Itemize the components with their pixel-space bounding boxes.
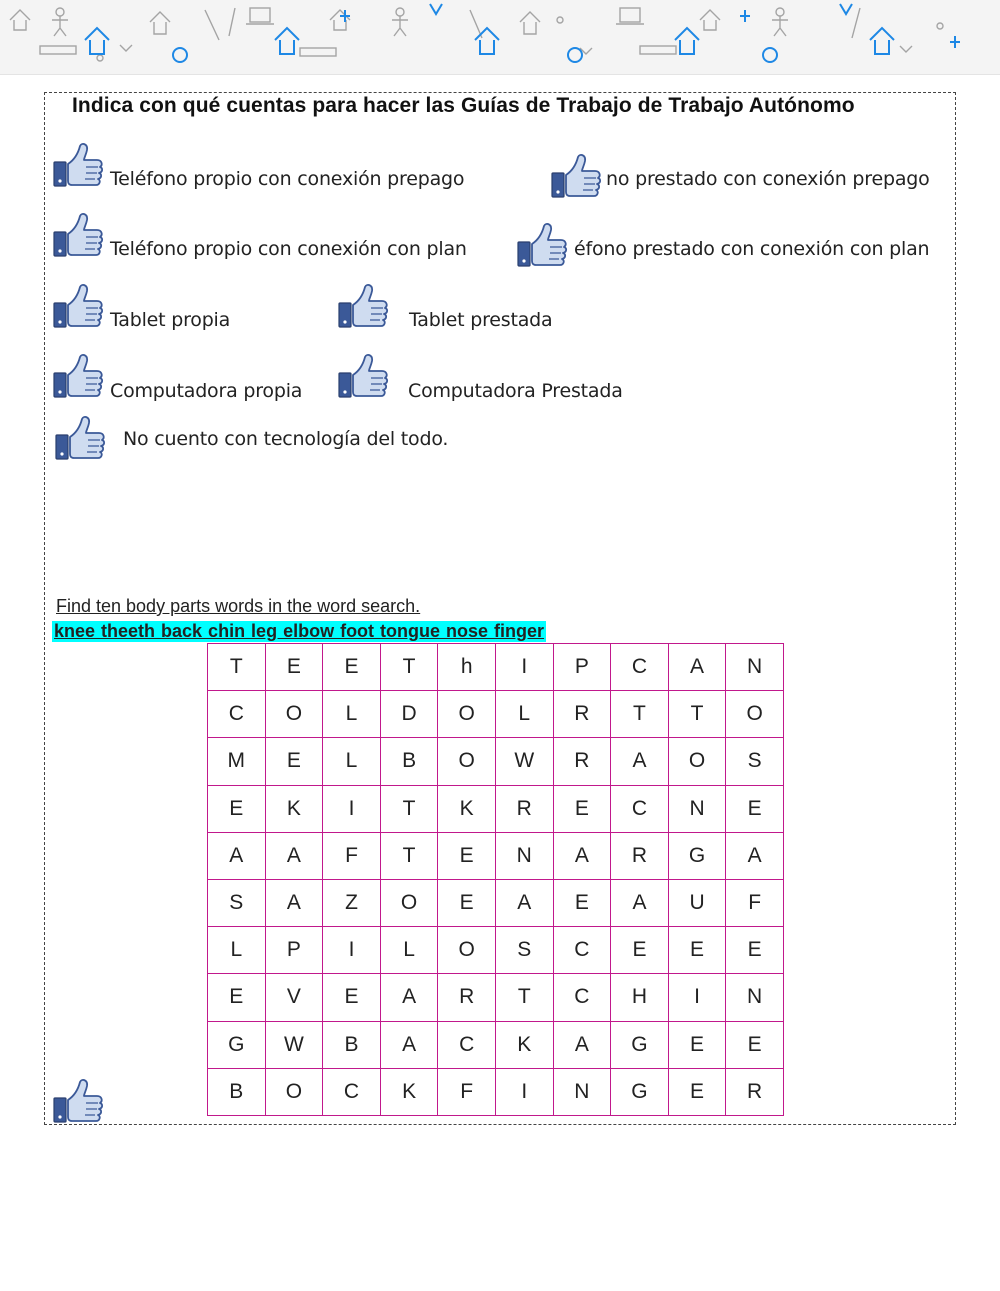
grid-cell[interactable]: O [380, 879, 438, 926]
grid-cell[interactable]: B [323, 1021, 381, 1068]
grid-cell[interactable]: W [495, 738, 553, 785]
grid-cell[interactable]: T [611, 691, 669, 738]
grid-cell[interactable]: O [438, 691, 496, 738]
grid-cell[interactable]: E [323, 974, 381, 1021]
grid-row [208, 927, 784, 974]
thumbs-up-icon[interactable] [550, 153, 602, 201]
grid-cell[interactable]: F [726, 879, 784, 926]
grid-cell[interactable]: E [208, 974, 266, 1021]
option-label: Tablet propia [110, 309, 231, 331]
thumbs-up-icon[interactable] [52, 212, 104, 260]
grid-cell[interactable]: O [726, 691, 784, 738]
grid-cell[interactable]: S [495, 927, 553, 974]
thumbs-up-icon[interactable] [52, 353, 104, 401]
grid-cell[interactable]: K [495, 1021, 553, 1068]
grid-cell[interactable]: A [611, 738, 669, 785]
grid-cell[interactable]: F [438, 1068, 496, 1115]
grid-cell[interactable]: A [553, 832, 611, 879]
grid-cell[interactable]: P [553, 644, 611, 691]
grid-cell[interactable]: E [668, 927, 726, 974]
wordsearch-grid [207, 643, 784, 1116]
grid-cell[interactable]: C [553, 974, 611, 1021]
grid-cell[interactable]: R [726, 1068, 784, 1115]
thumbs-up-icon[interactable] [337, 353, 389, 401]
grid-cell[interactable]: A [726, 832, 784, 879]
grid-cell[interactable]: L [208, 927, 266, 974]
grid-row [208, 1068, 784, 1115]
grid-cell[interactable]: F [323, 832, 381, 879]
word-bank: knee theeth back chin leg elbow foot tongue nose finger [54, 621, 545, 641]
grid-cell[interactable]: E [438, 879, 496, 926]
grid-cell[interactable]: E [208, 785, 266, 832]
grid-cell[interactable]: I [323, 785, 381, 832]
grid-cell[interactable]: N [495, 832, 553, 879]
wordsearch-instruction: Find ten body parts words in the word search. [56, 596, 421, 616]
grid-cell[interactable]: N [726, 644, 784, 691]
grid-row [208, 832, 784, 879]
grid-cell[interactable]: R [553, 691, 611, 738]
grid-cell[interactable]: D [380, 691, 438, 738]
grid-cell[interactable]: C [438, 1021, 496, 1068]
grid-cell[interactable]: T [380, 644, 438, 691]
grid-cell[interactable]: U [668, 879, 726, 926]
grid-cell[interactable]: O [265, 691, 323, 738]
grid-cell[interactable]: T [380, 785, 438, 832]
thumbs-up-icon[interactable] [337, 283, 389, 331]
grid-cell[interactable]: E [438, 832, 496, 879]
grid-cell[interactable]: N [553, 1068, 611, 1115]
grid-cell[interactable]: O [265, 1068, 323, 1115]
option-label: Teléfono propio con conexión prepago [110, 168, 465, 190]
grid-cell[interactable]: G [611, 1068, 669, 1115]
grid-cell[interactable]: T [668, 691, 726, 738]
grid-cell[interactable]: N [668, 785, 726, 832]
grid-cell[interactable]: S [726, 738, 784, 785]
doodle-pattern [0, 0, 1000, 74]
option-label: no prestado con conexión prepago [606, 168, 930, 190]
grid-cell[interactable]: C [323, 1068, 381, 1115]
grid-cell[interactable]: E [553, 785, 611, 832]
grid-cell[interactable]: W [265, 1021, 323, 1068]
grid-cell[interactable]: E [553, 879, 611, 926]
grid-cell[interactable]: E [726, 1021, 784, 1068]
option-label: Computadora Prestada [408, 380, 623, 402]
grid-cell[interactable]: A [265, 832, 323, 879]
thumbs-up-icon[interactable] [52, 1078, 104, 1126]
grid-cell[interactable]: E [611, 927, 669, 974]
grid-cell[interactable]: L [380, 927, 438, 974]
grid-cell[interactable]: K [380, 1068, 438, 1115]
grid-cell[interactable]: C [553, 927, 611, 974]
grid-cell[interactable]: A [380, 1021, 438, 1068]
option-label: Tablet prestada [409, 309, 553, 331]
grid-cell[interactable]: N [726, 974, 784, 1021]
grid-cell[interactable]: E [265, 738, 323, 785]
grid-cell[interactable]: E [668, 1068, 726, 1115]
grid-row [208, 644, 784, 691]
grid-row [208, 879, 784, 926]
grid-cell[interactable]: A [495, 879, 553, 926]
grid-cell[interactable]: A [208, 832, 266, 879]
grid-cell[interactable]: S [208, 879, 266, 926]
thumbs-up-icon[interactable] [516, 222, 568, 270]
grid-row [208, 785, 784, 832]
option-label: Computadora propia [110, 380, 303, 402]
option-label: Teléfono propio con conexión con plan [110, 238, 467, 260]
grid-cell[interactable]: R [553, 738, 611, 785]
grid-cell[interactable]: G [611, 1021, 669, 1068]
grid-cell[interactable]: L [495, 691, 553, 738]
grid-cell[interactable]: T [208, 644, 266, 691]
grid-cell[interactable]: A [553, 1021, 611, 1068]
grid-cell[interactable]: K [265, 785, 323, 832]
grid-row [208, 738, 784, 785]
grid-cell[interactable]: E [726, 785, 784, 832]
grid-cell[interactable]: L [323, 691, 381, 738]
grid-cell[interactable]: A [265, 879, 323, 926]
thumbs-up-icon[interactable] [54, 415, 106, 463]
grid-cell[interactable]: R [495, 785, 553, 832]
grid-cell[interactable]: L [323, 738, 381, 785]
grid-cell[interactable]: E [265, 644, 323, 691]
grid-cell[interactable]: I [323, 927, 381, 974]
grid-cell[interactable]: G [668, 832, 726, 879]
grid-cell[interactable]: O [438, 927, 496, 974]
grid-cell[interactable]: R [611, 832, 669, 879]
grid-cell[interactable]: A [668, 644, 726, 691]
grid-cell[interactable]: H [611, 974, 669, 1021]
grid-cell[interactable]: C [611, 644, 669, 691]
grid-cell[interactable]: Z [323, 879, 381, 926]
grid-cell[interactable]: G [208, 1021, 266, 1068]
grid-cell[interactable]: E [726, 927, 784, 974]
grid-cell[interactable]: T [495, 974, 553, 1021]
grid-cell[interactable]: E [323, 644, 381, 691]
grid-cell[interactable]: C [611, 785, 669, 832]
grid-cell[interactable]: P [265, 927, 323, 974]
grid-cell[interactable]: h [438, 644, 496, 691]
grid-row [208, 691, 784, 738]
grid-cell[interactable]: B [380, 738, 438, 785]
grid-cell[interactable]: K [438, 785, 496, 832]
grid-cell[interactable]: I [495, 1068, 553, 1115]
grid-cell[interactable]: A [611, 879, 669, 926]
grid-cell[interactable]: T [380, 832, 438, 879]
thumbs-up-icon[interactable] [52, 283, 104, 331]
grid-cell[interactable]: E [668, 1021, 726, 1068]
grid-cell[interactable]: A [380, 974, 438, 1021]
thumbs-up-icon[interactable] [52, 142, 104, 190]
grid-row [208, 974, 784, 1021]
grid-cell[interactable]: O [668, 738, 726, 785]
grid-cell[interactable]: I [495, 644, 553, 691]
grid-cell[interactable]: O [438, 738, 496, 785]
grid-cell[interactable]: C [208, 691, 266, 738]
option-label: éfono prestado con conexión con plan [574, 238, 930, 260]
page-title: Indica con qué cuentas para hacer las Guías de Trabajo de Trabajo Autónomo [72, 94, 855, 117]
grid-row [208, 1021, 784, 1068]
grid-cell[interactable]: R [438, 974, 496, 1021]
grid-cell[interactable]: M [208, 738, 266, 785]
grid-cell[interactable]: V [265, 974, 323, 1021]
option-label: No cuento con tecnología del todo. [123, 428, 449, 450]
grid-cell[interactable]: I [668, 974, 726, 1021]
grid-cell[interactable]: B [208, 1068, 266, 1115]
header-banner [0, 0, 1000, 75]
